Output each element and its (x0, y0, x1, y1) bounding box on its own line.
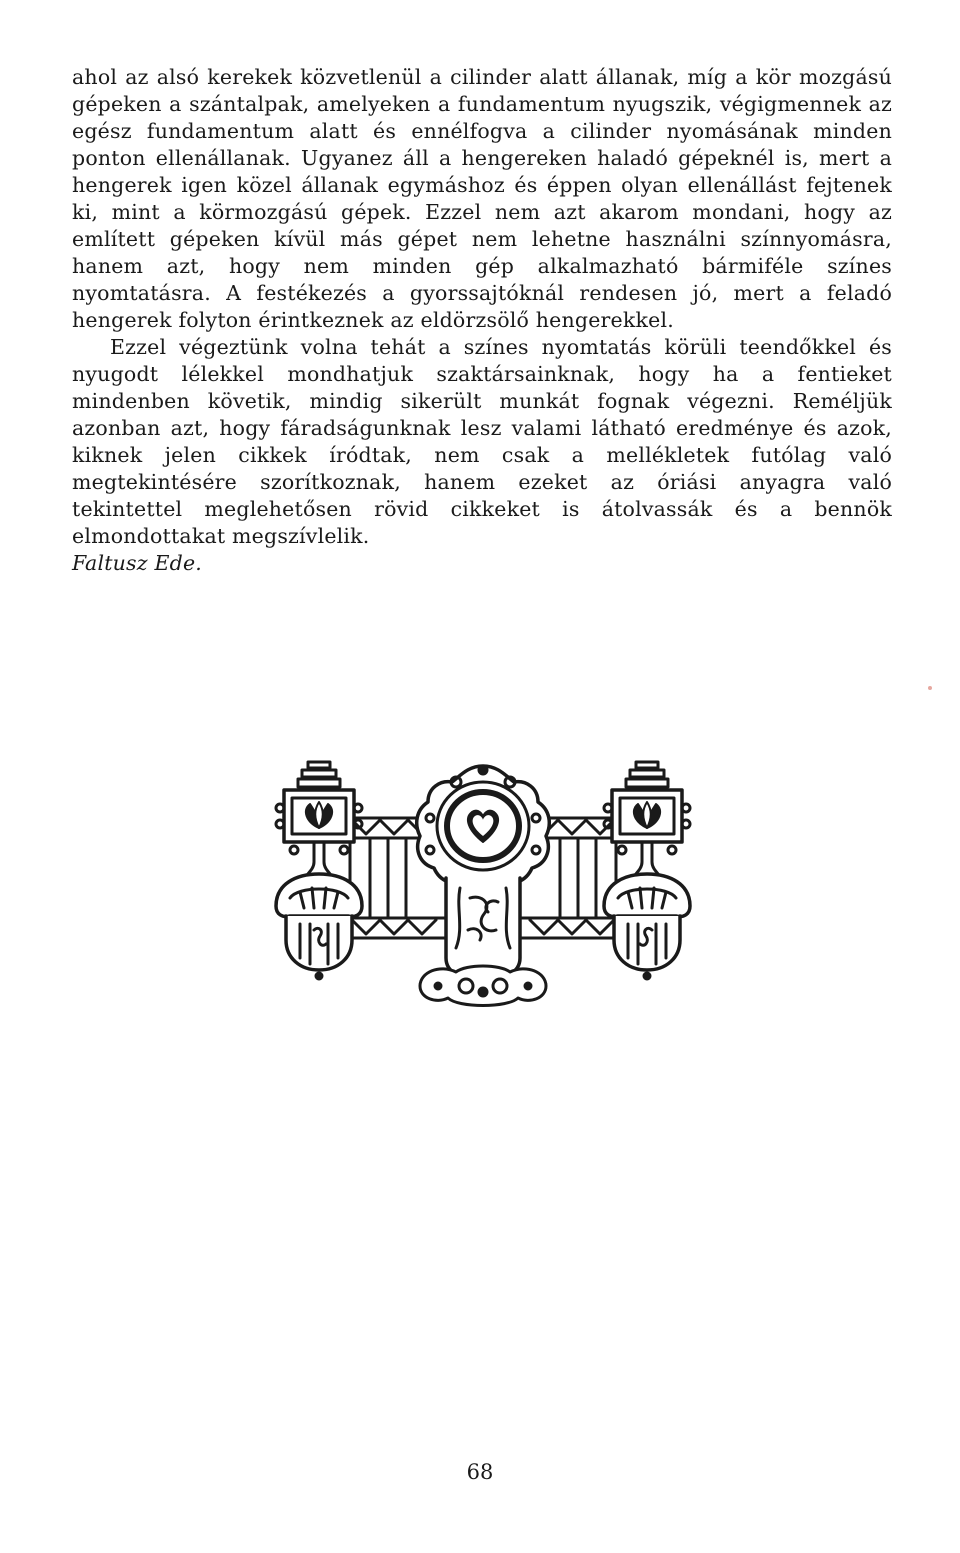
page-number: 68 (466, 1460, 494, 1484)
stray-mark (928, 686, 932, 690)
central-medallion (417, 766, 550, 888)
art-nouveau-ornament-icon (270, 758, 696, 1010)
article-body (72, 64, 892, 577)
author-signature: Faltusz Ede. (72, 551, 203, 575)
paragraph-continued: ahol az alsó kerekek közvetlenül a cilinder alatt állanak, míg a kör mozgású gépeken a szántalpak, amelyeken a fundamentum nyugszik, végigmennek az egész fundamentum alatt és ennélfogva a cilinder nyomásának minden ponton ellenállanak. Ugyanez áll a hengereken haladó gépeknél is, mert a hengerek igen közel állanak egymáshoz és éppen olyan ellenállást fejtenek ki, mint a körmozgású gépek. Ezzel nem azt akarom mondani, hogy az említett gépeken kívül más gépet nem lehetne használni színnyomásra, hanem azt, hogy nem minden gép alkalmazható bármiféle színes nyomtatásra. A festékezés a gyorssajtóknál rendesen jó, mert a feladó hengerek folyton érintkeznek az eldörzsölő hengerekkel. (72, 65, 892, 332)
paragraph-closing: Ezzel végeztünk volna tehát a színes nyomtatás körüli teendőkkel és nyugodt lélekkel mondhatjuk szaktársainknak, hogy ha a fentieket mindenben követik, mindig sikerült munkát fognak végezni. Reméljük azonban azt, hogy fáradságunknak lesz valami látható eredménye és azok, kiknek jelen cikkek íródtak, nem csak a mellékletek futólag való megtekintésére szorítkoznak, hanem ezeket az óriási anyagra való tekintettel meglehetősen rövid cikkeket is átolvassák és a bennök elmondottakat megszívlelik. (72, 335, 892, 548)
central-pendant (420, 878, 546, 1006)
